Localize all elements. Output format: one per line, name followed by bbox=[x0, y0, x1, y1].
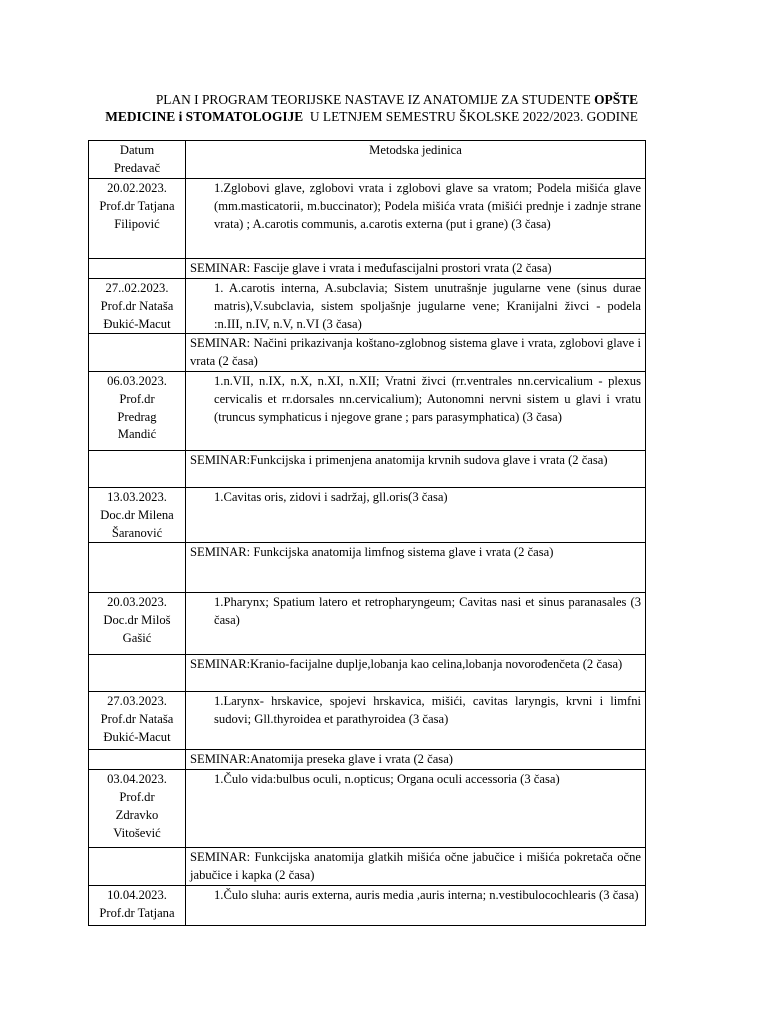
date-cell bbox=[89, 371, 186, 450]
lecture-date: 03.04.2023. bbox=[107, 772, 167, 787]
lecture-row bbox=[89, 179, 646, 259]
header-date-label: Datum bbox=[119, 143, 155, 157]
seminar-row bbox=[89, 334, 646, 372]
lecturer-name: Prof.dr Nataša Đukić-Macut bbox=[100, 298, 174, 331]
lecture-date: 20.02.2023. bbox=[107, 181, 167, 195]
header-topic-label: Metodska jedinica bbox=[369, 143, 462, 157]
lecture-date: 20.03.2023. bbox=[107, 595, 167, 610]
empty-date-cell bbox=[89, 543, 186, 593]
lecture-date: 27..02.2023. bbox=[105, 281, 169, 295]
lecturer-name: Doc.dr Miloš Gašić bbox=[103, 613, 171, 645]
seminar-topic: SEMINAR: Fascije glave i vrata i međufascijalni prostori vrata (2 časa) bbox=[186, 259, 646, 279]
lecturer-name: Doc.dr Milena Šaranović bbox=[100, 507, 174, 540]
title-line1-bold: OPŠTE bbox=[594, 92, 638, 107]
title-line2-text: U LETNJEM SEMESTRU ŠKOLSKE 2022/2023. GODINE bbox=[303, 109, 638, 124]
lecture-row bbox=[89, 692, 646, 750]
table-header-row bbox=[89, 141, 646, 179]
header-date-cell bbox=[89, 141, 186, 179]
header-lecturer-label: Predavač bbox=[113, 160, 161, 175]
lecture-row bbox=[89, 593, 646, 655]
lecture-row bbox=[89, 279, 646, 334]
empty-date-cell bbox=[89, 750, 186, 770]
lecturer-name: Prof.dr Zdravko Vitošević bbox=[113, 790, 161, 840]
date-cell bbox=[89, 770, 186, 848]
seminar-row bbox=[89, 750, 646, 770]
header-topic-cell bbox=[186, 141, 646, 179]
date-cell bbox=[89, 593, 186, 655]
lecture-date: 10.04.2023. bbox=[107, 887, 167, 902]
seminar-row bbox=[89, 259, 646, 279]
empty-date-cell bbox=[89, 450, 186, 487]
date-cell bbox=[89, 179, 186, 259]
empty-date-cell bbox=[89, 259, 186, 279]
seminar-topic: SEMINAR: Funkcijska anatomija limfnog sistema glave i vrata (2 časa) bbox=[186, 543, 646, 593]
lecture-row bbox=[89, 770, 646, 848]
date-cell bbox=[89, 885, 186, 925]
lecture-topic: 1.Čulo vida:bulbus oculi, n.opticus; Organa oculi accessoria (3 časa) bbox=[186, 770, 646, 848]
seminar-topic: SEMINAR: Funkcijska anatomija glatkih mišića očne jabučice i mišića pokretača očne jabučice i kapka (2 časa) bbox=[186, 848, 646, 886]
lecture-topic: 1.Cavitas oris, zidovi i sadržaj, gll.oris(3 časa) bbox=[186, 487, 646, 542]
seminar-topic: SEMINAR:Kranio-facijalne duplje,lobanja kao celina,lobanja novorođenčeta (2 časa) bbox=[186, 655, 646, 692]
seminar-row bbox=[89, 655, 646, 692]
lecture-row bbox=[89, 885, 646, 925]
lecture-topic: 1.Čulo sluha: auris externa, auris media ,auris interna; n.vestibulocochlearis (3 časa) bbox=[186, 885, 646, 925]
empty-date-cell bbox=[89, 334, 186, 372]
lecturer-name: Prof.dr Nataša Đukić-Macut bbox=[100, 712, 174, 744]
lecture-date: 27.03.2023. bbox=[107, 694, 167, 709]
seminar-topic: SEMINAR:Funkcijska i primenjena anatomija krvnih sudova glave i vrata (2 časa) bbox=[186, 450, 646, 487]
lecture-date: 06.03.2023. bbox=[107, 373, 167, 388]
seminar-row bbox=[89, 543, 646, 593]
lecture-topic: 1.Zglobovi glave, zglobovi vrata i zglobovi glave sa vratom; Podela mišića glave (mm.masticatorii, m.buccinator); Podela mišića vrata (mišići prednje i zadnje strane vrata) ; A.carotis communis, a.carotis externa (put i grane) (3 časa) bbox=[186, 179, 646, 259]
lecture-topic: 1.n.VII, n.IX, n.X, n.XI, n.XII; Vratni živci (rr.ventrales nn.cervicalium - plexus cervicalis et rr.dorsales nn.cervicalium); Autonomni nervni sistem u glavi i vratu (truncus symphaticus i njegove grane ; pars parasymphatica) (3 časa) bbox=[186, 371, 646, 450]
seminar-row bbox=[89, 848, 646, 886]
date-cell bbox=[89, 279, 186, 334]
lecture-date: 13.03.2023. bbox=[107, 489, 167, 504]
lecture-row bbox=[89, 487, 646, 542]
document-title bbox=[88, 91, 638, 125]
date-cell bbox=[89, 692, 186, 750]
title-line2-bold: MEDICINE i STOMATOLOGIJE bbox=[105, 109, 304, 124]
lecturer-name: Prof.dr Tatjana bbox=[99, 905, 175, 920]
lecture-row bbox=[89, 371, 646, 450]
schedule-table bbox=[88, 140, 646, 926]
lecturer-name: Prof.dr Tatjana Filipović bbox=[99, 198, 175, 231]
title-line1-text: PLAN I PROGRAM TEORIJSKE NASTAVE IZ ANATOMIJE ZA STUDENTE bbox=[155, 92, 595, 107]
empty-date-cell bbox=[89, 655, 186, 692]
empty-date-cell bbox=[89, 848, 186, 886]
date-cell bbox=[89, 487, 186, 542]
lecture-topic: 1. A.carotis interna, A.subclavia; Sistem unutrašnje jugularne vene (sinus durae matris),V.subclavia, sistem spoljašnje jugularne vene; Kranijalni živci - podela :n.III, n.IV, n.V, n.VI (3 časa) bbox=[186, 279, 646, 334]
lecture-topic: 1.Larynx- hrskavice, spojevi hrskavica, mišići, cavitas laryngis, krvni i limfni sudovi; Gll.thyroidea et parathyroidea (3 časa) bbox=[186, 692, 646, 750]
lecture-topic: 1.Pharynx; Spatium latero et retropharyngeum; Cavitas nasi et sinus paranasales (3 časa) bbox=[186, 593, 646, 655]
seminar-topic: SEMINAR: Načini prikazivanja koštano-zglobnog sistema glave i vrata, zglobovi glave i vrata (2 časa) bbox=[186, 334, 646, 372]
seminar-topic: SEMINAR:Anatomija preseka glave i vrata (2 časa) bbox=[186, 750, 646, 770]
lecturer-name: Prof.dr Predrag Mandić bbox=[117, 391, 157, 442]
seminar-row bbox=[89, 450, 646, 487]
